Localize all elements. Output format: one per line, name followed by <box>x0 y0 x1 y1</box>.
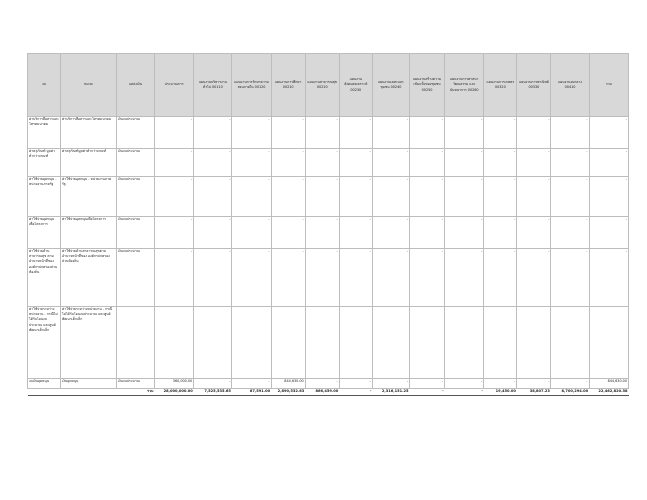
table-cell: - <box>305 177 339 217</box>
table-cell: - <box>232 217 271 249</box>
table-cell: - <box>484 217 517 249</box>
table-cell: - <box>517 177 551 217</box>
table-cell: - <box>589 249 628 307</box>
table-cell: ค่าบริการสื่อสารและโทรคมนาคม <box>28 117 61 149</box>
table-cell: - <box>271 117 305 149</box>
table-cell: เงินงบประมาณ <box>116 149 154 177</box>
table-cell: - <box>154 117 193 149</box>
table-cell: - <box>445 177 484 217</box>
table-cell: - <box>154 249 193 307</box>
table-cell: - <box>339 117 372 149</box>
table-cell: - <box>445 117 484 149</box>
table-cell: ค่าใช้จ่ายอุดหนุน - หน่วยงานภาครัฐ <box>28 177 61 217</box>
header-row <box>28 54 629 117</box>
table-cell <box>116 307 154 379</box>
table-cell: ค่าครุภัณฑ์มูลค่าต่ำกว่าเกณฑ์ <box>61 149 117 177</box>
table-cell: - <box>194 149 232 177</box>
table-row <box>28 149 629 177</box>
table-cell: - <box>339 149 372 177</box>
table-cell: งบเงินอุดหนุน <box>28 379 61 389</box>
column-header: แผนงานเคหะและชุมชน 00240 <box>372 54 409 117</box>
table-cell: - <box>409 249 444 307</box>
column-header: แผนงานการเกษตร 00320 <box>484 54 517 117</box>
table-cell <box>271 307 305 379</box>
table-cell: - <box>305 249 339 307</box>
table-cell: เงินงบประมาณ <box>116 217 154 249</box>
table-row <box>28 379 629 389</box>
table-cell: - <box>445 249 484 307</box>
table-cell: เงินงบประมาณ <box>116 117 154 149</box>
table-cell: - <box>445 217 484 249</box>
table-cell: - <box>551 249 589 307</box>
table-cell <box>232 307 271 379</box>
table-cell: ค่าใช้จ่ายด้านสาธารณสุข ตามอำนาจหน้าที่ของ องค์กรปกครองส่วนท้องถิ่น <box>28 249 61 307</box>
column-header: รวม <box>589 54 628 117</box>
table-cell <box>484 307 517 379</box>
column-header: ประมาณการ <box>154 54 193 117</box>
budget-sheet <box>27 53 629 396</box>
column-header: งบ <box>28 54 61 117</box>
budget-table <box>27 53 629 396</box>
table-row <box>28 177 629 217</box>
table-cell: 844,630.00 <box>271 379 305 389</box>
total-value: 38,807.23 <box>517 389 551 396</box>
table-cell: - <box>194 177 232 217</box>
table-cell: - <box>484 177 517 217</box>
table-cell: - <box>484 379 517 389</box>
table-cell <box>339 307 372 379</box>
table-cell: - <box>589 149 628 177</box>
table-cell: - <box>372 379 409 389</box>
table-cell: - <box>154 149 193 177</box>
table-cell: - <box>409 217 444 249</box>
table-cell: - <box>232 379 271 389</box>
table-cell: - <box>517 117 551 149</box>
table-cell: - <box>409 177 444 217</box>
table-cell: - <box>194 379 232 389</box>
total-value: - <box>445 389 484 396</box>
column-header: แผนงานงบกลาง 00410 <box>551 54 589 117</box>
table-cell: ค่าใช้จ่ายระหว่างหน่วยงาน - กรณีไม่ได้รับโอนงบประมาณ และศูนย์พัฒนาเด็กเล็ก <box>61 307 117 379</box>
table-cell: - <box>517 379 551 389</box>
column-header: แผนงานการพาณิชย์ 00330 <box>517 54 551 117</box>
table-row <box>28 217 629 249</box>
table-cell: - <box>484 149 517 177</box>
table-cell: - <box>271 217 305 249</box>
table-cell <box>194 307 232 379</box>
table-cell: เงินงบประมาณ <box>116 249 154 307</box>
table-cell <box>517 307 551 379</box>
table-cell: - <box>339 379 372 389</box>
column-header: หมวด <box>61 54 117 117</box>
table-cell: 360,000.00 <box>154 379 193 389</box>
table-cell: - <box>517 217 551 249</box>
total-value: 8,700,294.00 <box>551 389 589 396</box>
table-cell: - <box>305 217 339 249</box>
table-row <box>28 307 629 379</box>
total-value: - <box>339 389 372 396</box>
table-cell: - <box>271 177 305 217</box>
table-cell: - <box>194 217 232 249</box>
column-header: แผนงานสังคมสงเคราะห์ 00230 <box>339 54 372 117</box>
table-cell: - <box>372 177 409 217</box>
table-cell: - <box>551 177 589 217</box>
table-cell <box>551 307 589 379</box>
table-cell <box>589 307 628 379</box>
table-cell: ค่าใช้จ่ายระหว่างหน่วยงาน - กรณีไม่ได้รับโอนงบประมาณ และศูนย์พัฒนาเด็กเล็ก <box>28 307 61 379</box>
table-cell: - <box>194 117 232 149</box>
table-cell: ค่าใช้จ่ายอุดหนุนเพื่อโครงการ <box>61 217 117 249</box>
table-cell: - <box>339 249 372 307</box>
table-cell: ค่าใช้จ่ายอุดหนุน - หน่วยงานภาครัฐ <box>61 177 117 217</box>
table-cell <box>372 307 409 379</box>
table-cell: - <box>372 217 409 249</box>
table-cell: - <box>589 117 628 149</box>
table-cell: - <box>154 177 193 217</box>
table-row <box>28 249 629 307</box>
table-cell: - <box>551 117 589 149</box>
column-header: แผนงานการศึกษา 00210 <box>271 54 305 117</box>
table-cell: - <box>445 149 484 177</box>
total-value: - <box>409 389 444 396</box>
table-cell: - <box>589 177 628 217</box>
table-cell: - <box>372 249 409 307</box>
table-cell <box>305 307 339 379</box>
table-cell: - <box>517 149 551 177</box>
table-cell: - <box>305 149 339 177</box>
total-value: 22,462,820.58 <box>589 389 628 396</box>
table-cell: - <box>551 149 589 177</box>
table-cell: ค่าบริการสื่อสารและโทรคมนาคม <box>61 117 117 149</box>
table-cell: - <box>409 379 444 389</box>
table-cell: - <box>194 249 232 307</box>
table-cell: - <box>589 217 628 249</box>
table-cell: 844,630.00 <box>589 379 628 389</box>
table-cell: - <box>551 217 589 249</box>
table-cell: - <box>232 249 271 307</box>
total-label: รวม <box>28 389 155 396</box>
total-value: 2,316,151.25 <box>372 389 409 396</box>
table-cell <box>445 307 484 379</box>
table-cell: - <box>271 149 305 177</box>
table-cell: - <box>271 249 305 307</box>
table-row <box>28 117 629 149</box>
table-cell <box>154 307 193 379</box>
table-cell: - <box>409 117 444 149</box>
table-cell: เงินอุดหนุน <box>61 379 117 389</box>
table-cell: ค่าครุภัณฑ์ มูลค่าต่ำกว่าเกณฑ์ <box>28 149 61 177</box>
column-header: แผนงานบริหารงานทั่วไป 00110 <box>194 54 232 117</box>
table-cell: - <box>445 379 484 389</box>
total-value: 19,450.00 <box>484 389 517 396</box>
table-cell: - <box>372 117 409 149</box>
table-cell: ค่าใช้จ่ายด้านสาธารณสุขตามอำนาจหน้าที่ของ องค์กรปกครองส่วนท้องถิ่น <box>61 249 117 307</box>
table-cell: - <box>154 217 193 249</box>
table-cell: - <box>517 249 551 307</box>
table-cell: - <box>484 249 517 307</box>
table-cell: - <box>409 149 444 177</box>
table-cell: - <box>232 149 271 177</box>
column-header: แผนงานสร้างความเข้มแข็งของชุมชน 00250 <box>409 54 444 117</box>
table-cell: - <box>305 379 339 389</box>
table-cell: - <box>372 149 409 177</box>
column-header: แผนงานการศาสนาวัฒนธรรม และนันทนาการ 00260 <box>445 54 484 117</box>
total-value: 7,525,535.65 <box>194 389 232 396</box>
table-cell: - <box>339 217 372 249</box>
total-value: 2,890,532.63 <box>271 389 305 396</box>
total-value: 28,000,000.00 <box>154 389 193 396</box>
table-cell: เงินงบประมาณ <box>116 379 154 389</box>
total-value: 87,591.00 <box>232 389 271 396</box>
table-cell: เงินงบประมาณ <box>116 177 154 217</box>
table-cell: - <box>232 117 271 149</box>
total-value: 866,459.00 <box>305 389 339 396</box>
table-cell: ค่าใช้จ่ายอุดหนุนเพื่อโครงการ <box>28 217 61 249</box>
total-row <box>28 389 629 396</box>
table-cell: - <box>305 117 339 149</box>
table-cell <box>409 307 444 379</box>
column-header: แผนงานสาธารณสุข 00220 <box>305 54 339 117</box>
table-cell: - <box>339 177 372 217</box>
table-cell: - <box>232 177 271 217</box>
column-header: แผนงานการรักษาความสงบภายใน 00120 <box>232 54 271 117</box>
table-cell: - <box>484 117 517 149</box>
column-header: แหล่งเงิน <box>116 54 154 117</box>
table-cell: - <box>551 379 589 389</box>
